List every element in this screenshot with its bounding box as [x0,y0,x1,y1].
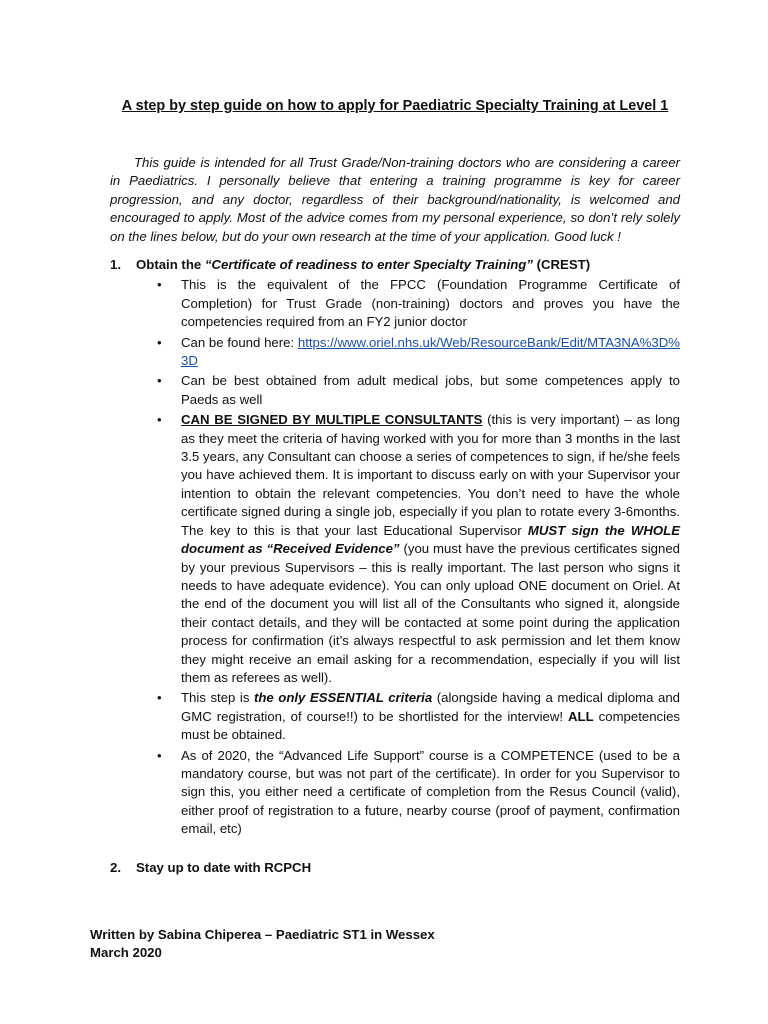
section-1-heading-pre: Obtain the [136,257,205,272]
section-1-heading [110,256,680,274]
bullet-adult-jobs-text: Can be best obtained from adult medical jobs, but some competences apply to Paeds as well [181,373,680,407]
bullet-multiple-consultants [157,411,680,687]
multiple-consultants-text-a: (this is very important) – as long as they meet the criteria of having worked with you for more than 3 months in the last 3.5 years, any Consultant can choose a series of competences to sign, if he/she feels you have achieved them. It is important to discuss early on with your Supervisor your intention to obtain the relevant competencies. You don’t need to have the whole certificate signed during a single job, especially if you plan to rotate every 3-6months. The key to this is that your last Educational Supervisor [181,412,680,538]
bullet-dot: • [157,412,162,428]
footer-author: Written by Sabina Chiperea – Paediatric ST1 in Wessex [90,927,435,942]
essential-all: ALL [568,708,594,724]
section-1-heading-post: (CREST) [532,257,591,272]
document-footer [90,926,590,962]
section-1 [110,256,680,841]
bullet-als [157,747,680,839]
multiple-consultants-emphasis: CAN BE SIGNED BY MULTIPLE CONSULTANTS [181,412,483,428]
section-2 [110,859,680,877]
bullet-adult-jobs [157,372,680,409]
section-2-heading [110,859,680,877]
bullet-fpcc-text: This is the equivalent of the FPCC (Foundation Programme Certificate of Completion) for Trust Grade (non-training) doctors and proves you have the competencies required from an FY2 junior doctor [181,277,680,330]
bullet-dot: • [157,277,162,293]
multiple-consultants-must-sign: MUST sign the WHOLE document as “Received Evidence” [181,522,680,557]
footer-date: March 2020 [90,945,162,960]
essential-emphasis: the only ESSENTIAL criteria [253,690,433,706]
intro-paragraph [110,154,680,246]
bullet-link [157,334,680,371]
essential-text-a: This step is [181,690,254,706]
section-2-number: 2. [110,860,121,875]
section-1-number: 1. [110,257,121,272]
section-2-heading-text: Stay up to date with RCPCH [136,860,312,875]
oriel-link[interactable]: https://www.oriel.nhs.uk/Web/ResourceBank/Edit/MTA3NA%3D%3D [181,334,680,369]
multiple-consultants-text-b: (you must have the previous certificates signed by your previous Supervisors – this is really important. The last person who signs it needs to have adequate evidence). You can only upload ONE document on Oriel. At the end of the document you will list all of the Consultants who signed it, alongside their contact details, and they will be contacted at some point during the application process for confirmation (it’s always respectful to ask permission and let them know they might receive an email asking for a recommendation, especially if you will list them as referees as well). [181,541,680,685]
bullet-als-text: As of 2020, the “Advanced Life Support” course is a COMPETENCE (used to be a mandatory course, but was not part of the certificate). In order for you Supervisor to sign this, you either need a certificate of completion from the Resus Council (valid), either proof of registration to a future, nearby course (proof of payment, confirmation email, etc) [181,747,680,837]
document-title: A step by step guide on how to apply for Paediatric Specialty Training at Level 1 [121,98,669,114]
section-1-heading-title: “Certificate of readiness to enter Specialty Training” [204,257,533,272]
essential-text-b: (alongside having a medical diploma and GMC registration, of course!!) to be shortlisted for the interview! [181,690,681,724]
bullet-fpcc [157,276,680,331]
essential-text-c: competencies must be obtained. [181,708,681,743]
section-1-bullets [110,276,680,838]
bullet-link-text: Can be found here: [181,334,298,350]
bullet-dot: • [157,334,162,350]
bullet-dot: • [157,690,162,706]
intro-text: This guide is intended for all Trust Grade/Non-training doctors who are considering a career in Paediatrics. I personally believe that entering a training programme is key for career progression, and any doctor, regardless of their background/nationality, is welcomed and encouraged to apply. Most of the advice comes from my personal experience, so don’t rely solely on the lines below, but do your own research at the time of your application. Good luck ! [110,155,680,244]
bullet-dot: • [157,373,162,389]
bullet-dot: • [157,747,162,763]
bullet-essential-criteria [157,689,681,744]
